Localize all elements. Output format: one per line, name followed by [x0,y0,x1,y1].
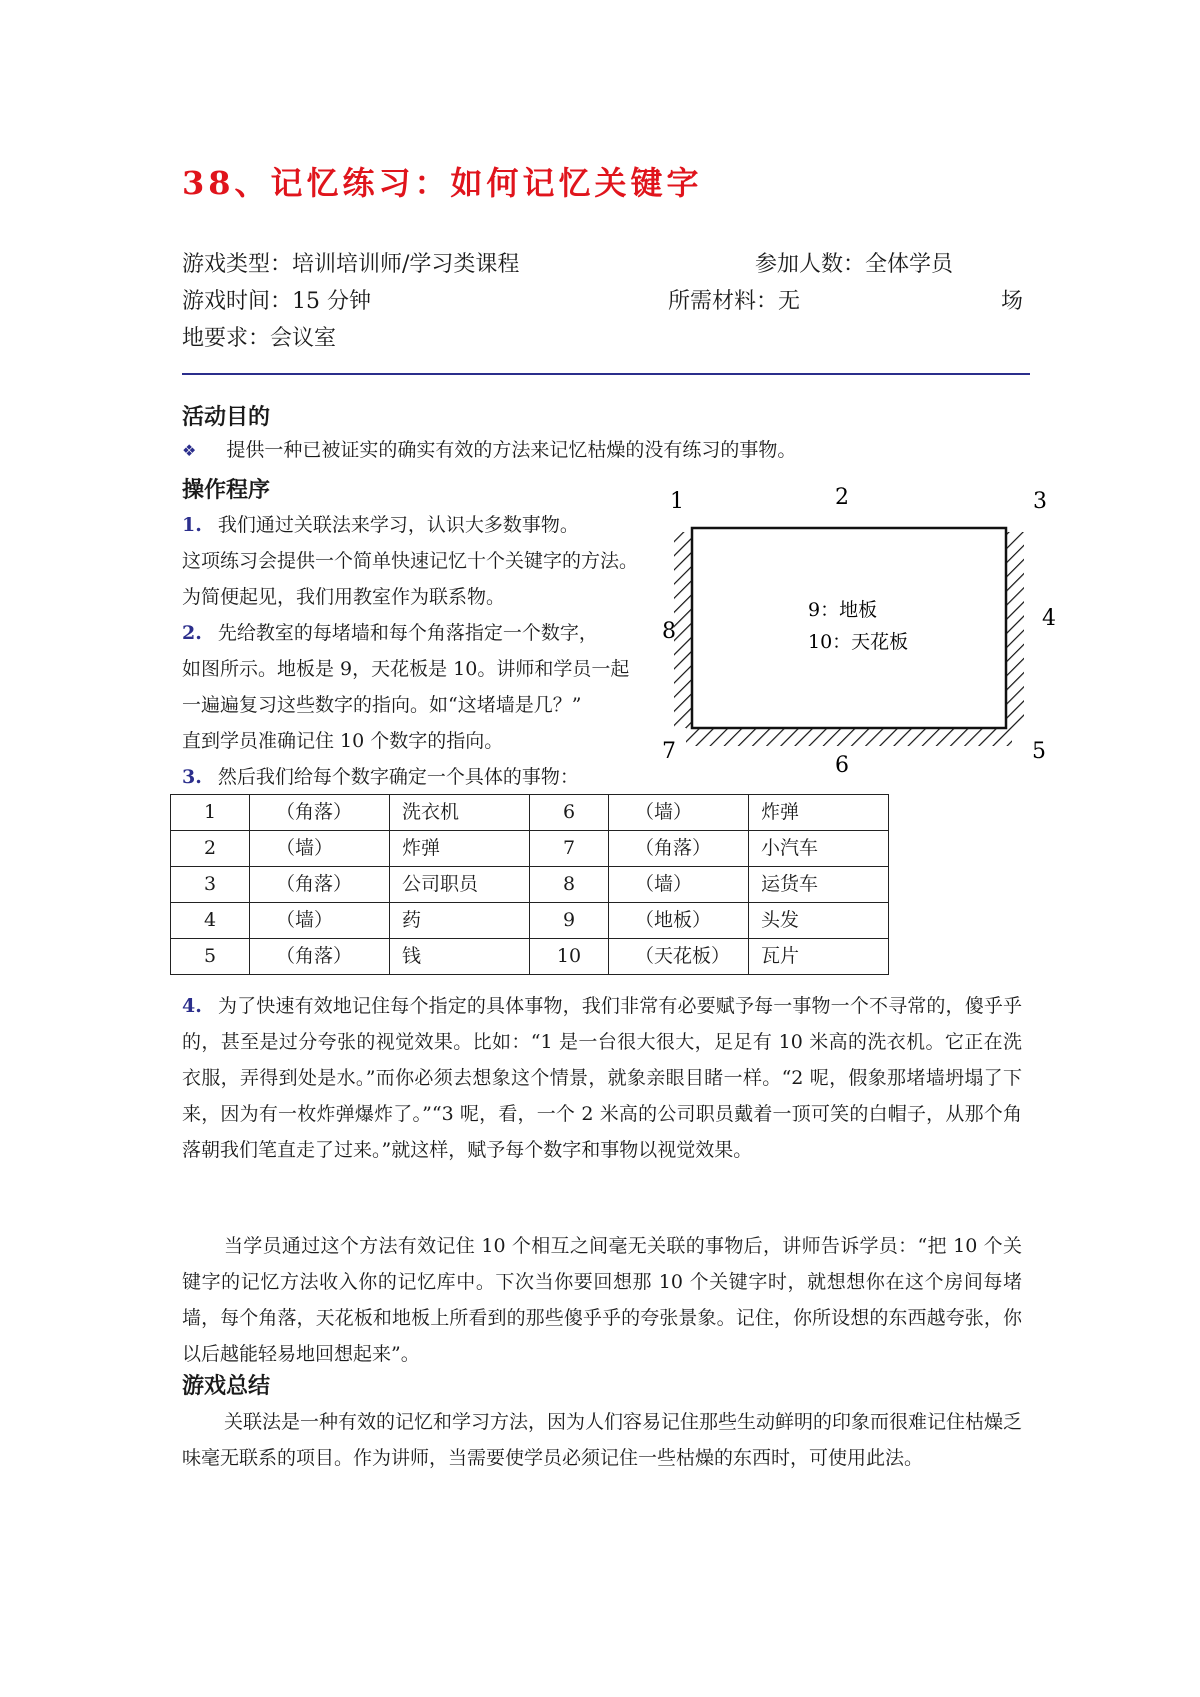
participants: 参加人数：全体学员 [755,252,954,277]
items-table [170,794,889,975]
table-cell: （墙） [250,831,390,867]
table-cell: 运货车 [749,867,889,903]
purpose-text: 提供一种已被证实的确实有效的方法来记忆枯燥的没有练习的事物。 [226,439,797,461]
table-cell: 3 [171,867,250,903]
label-floor: 9：地板 [808,599,878,621]
game-type: 游戏类型：培训培训师/学习类课程 [182,252,520,277]
purpose-item [182,437,796,464]
room-diagram [650,480,1070,780]
table-cell: （地板） [609,903,749,939]
procedure-heading: 操作程序 [182,478,271,503]
table-cell: 9 [530,903,609,939]
table-cell: 2 [171,831,250,867]
table-row [171,795,889,831]
label-corner-1: 1 [670,489,684,514]
diamond-bullet-icon: ❖ [182,441,197,460]
step-number: 3. [182,766,202,788]
after-paragraph: 当学员通过这个方法有效记住 10 个相互之间毫无关联的事物后，讲师告诉学员：“把 10 个关键字的记忆方法收入你的记忆库中。下次当你要回想那 10 个关键字时，就想想你在这个房间每堵墙，每个角落，天花板和地板上所看到的那些傻乎乎的夸张景象。记住，你所设想的东西越夸张，你以后越能轻易地回想起来”。 [182,1235,1022,1365]
table-cell: （角落） [609,831,749,867]
right-wall-hatching [1006,532,1024,728]
table-cell: （角落） [250,867,390,903]
table-cell: 5 [171,939,250,975]
table-row [171,903,889,939]
step-1-line-2: 这项练习会提供一个简单快速记忆十个关键字的方法。 [182,550,639,572]
table-row [171,867,889,903]
game-time: 游戏时间：15 分钟 [182,289,371,314]
step-4-paragraph [182,988,1022,1168]
table-cell: 7 [530,831,609,867]
summary-paragraph: 关联法是一种有效的记忆和学习方法，因为人们容易记住那些生动鲜明的印象而很难记住枯燥乏味毫无联系的项目。作为讲师，当需要使学员必须记住一些枯燥的东西时，可使用此法。 [182,1411,1023,1469]
step-1-line-3: 为简便起见，我们用教室作为联系物。 [182,586,506,608]
step-text: 先给教室的每堵墙和每个角落指定一个数字， [217,622,598,644]
table-cell: 8 [530,867,609,903]
table-cell: 10 [530,939,609,975]
label-corner-7: 7 [662,739,676,764]
table-cell: 公司职员 [390,867,530,903]
label-wall-6: 6 [835,753,849,778]
table-cell: 1 [171,795,250,831]
label-wall-8: 8 [662,619,676,644]
table-cell: 钱 [390,939,530,975]
table-cell: 4 [171,903,250,939]
step-number: 4. [182,995,202,1017]
venue-label-start: 场 [1001,289,1024,314]
table-cell: 6 [530,795,609,831]
table-cell: 炸弹 [390,831,530,867]
step-1-line-1 [182,512,579,538]
step-text: 我们通过关联法来学习，认识大多数事物。 [217,514,579,536]
table-cell: （墙） [250,903,390,939]
table-cell: 药 [390,903,530,939]
step-number: 2. [182,622,202,644]
summary-heading: 游戏总结 [182,1374,271,1399]
step-number: 1. [182,514,202,536]
table-cell: （墙） [609,867,749,903]
table-cell: （角落） [250,795,390,831]
step-3-line-1 [182,764,579,790]
table-cell: 洗衣机 [390,795,530,831]
bottom-wall-hatching [686,728,1012,746]
table-cell: 小汽车 [749,831,889,867]
label-wall-4: 4 [1042,606,1056,631]
label-corner-5: 5 [1032,739,1046,764]
table-cell: 炸弹 [749,795,889,831]
label-wall-2: 2 [835,485,849,510]
step-2-line-2: 如图所示。地板是 9，天花板是 10。讲师和学员一起 [182,658,630,680]
materials: 所需材料：无 [668,289,801,314]
divider [182,373,1030,375]
table-cell: （天花板） [609,939,749,975]
room-outline [692,528,1006,728]
table-row [171,939,889,975]
table-cell: 瓦片 [749,939,889,975]
table-cell: （墙） [609,795,749,831]
page-title: 38、记忆练习：如何记忆关键字 [182,164,703,202]
label-ceiling: 10：天花板 [808,631,909,653]
step-2-line-4: 直到学员准确记住 10 个数字的指向。 [182,730,504,752]
purpose-heading: 活动目的 [182,405,271,430]
table-cell: （角落） [250,939,390,975]
left-wall-hatching [674,532,692,728]
step-2-line-1 [182,620,598,646]
step-text: 为了快速有效地记住每个指定的具体事物，我们非常有必要赋予每一事物一个不寻常的，傻乎乎的，甚至是过分夸张的视觉效果。比如：“1 是一台很大很大，足足有 10 米高的洗衣机。它正在洗衣服，弄得到处是水。”而你必须去想象这个情景，就象亲眼目睹一样。“2 呢，假象那堵墙坍塌了下来，因为有一枚炸弹爆炸了。”“3 呢，看，一个 2 米高的公司职员戴着一顶可笑的白帽子，从那个角落朝我们笔直走了过来。”就这样，赋予每个数字和事物以视觉效果。 [182,995,1022,1161]
step-2-line-3: 一遍遍复习这些数字的指向。如“这堵墙是几？” [182,694,582,716]
venue-label-rest: 地要求：会议室 [182,326,337,351]
step-text: 然后我们给每个数字确定一个具体的事物： [217,766,579,788]
label-corner-3: 3 [1033,489,1047,514]
table-cell: 头发 [749,903,889,939]
table-row [171,831,889,867]
